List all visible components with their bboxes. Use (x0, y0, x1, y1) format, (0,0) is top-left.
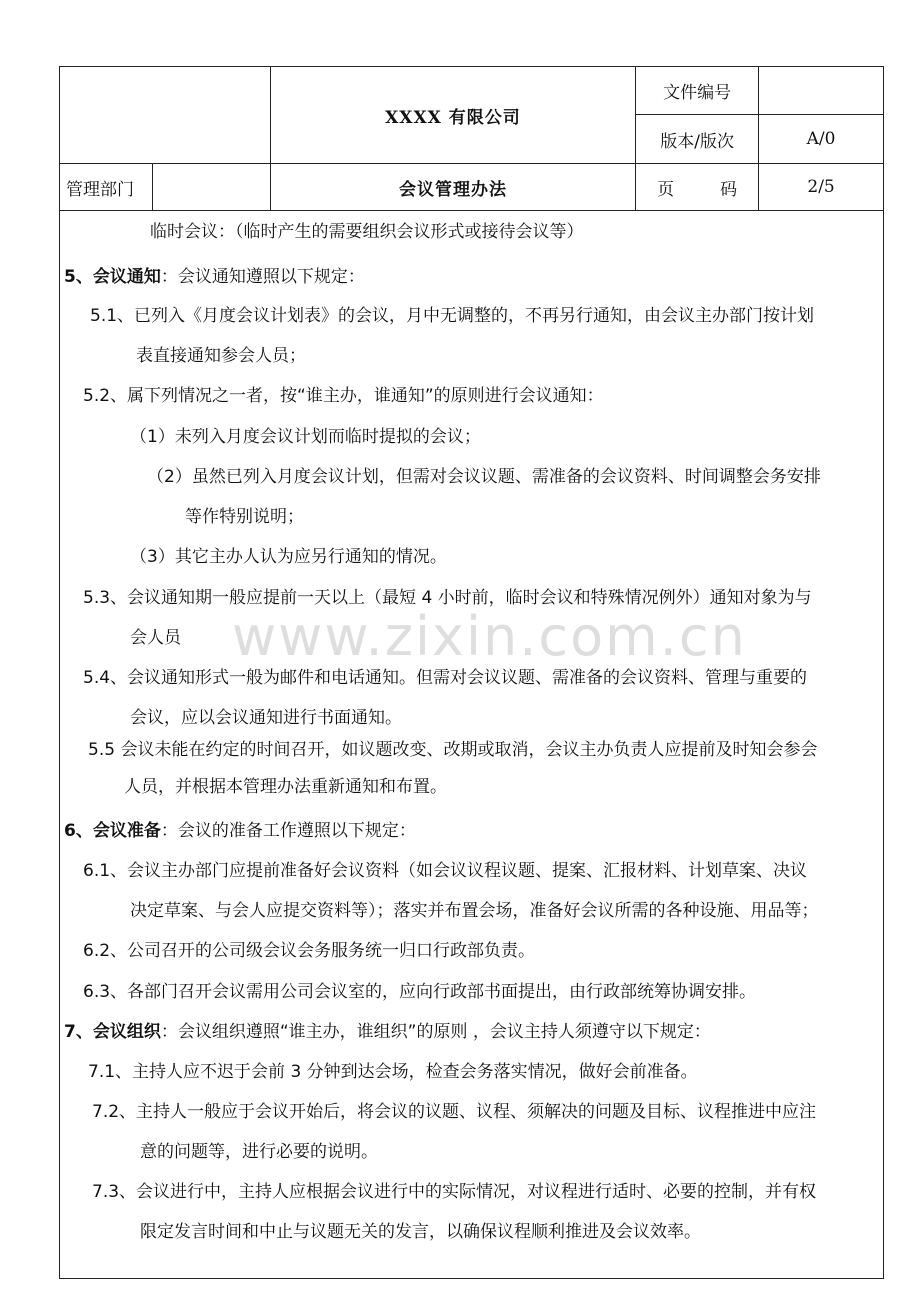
logo-cell (60, 67, 271, 164)
dept-value (152, 164, 270, 211)
item-7-2-line-1: 7.2、主持人一般应于会议开始后，将会议的议题、议程、须解决的问题及目标、议程推进中应注 (92, 1102, 817, 1122)
section-5-heading (64, 266, 365, 288)
doc-no-value (759, 67, 884, 115)
item-5-2-2-line-2: 等作特别说明； (185, 507, 304, 527)
item-6-3: 6.3、各部门召开会议需用公司会议室的，应向行政部书面提出，由行政部统筹协调安排。 (83, 982, 757, 1002)
item-5-3-line-2: 会人员 (130, 628, 181, 648)
item-7-3-line-2: 限定发言时间和中止与议题无关的发言，以确保议程顺利推进及会议效率。 (140, 1222, 701, 1242)
item-5-5-line-1: 5.5 会议未能在约定的时间召开，如议题改变、改期或取消，会议主办负责人应提前及时知会参会 (88, 740, 818, 760)
item-5-1-line-2: 表直接通知参会人员； (136, 346, 306, 366)
section-6-text: ：会议的准备工作遵照以下规定： (160, 821, 416, 841)
item-5-4-line-2: 会议，应以会议通知进行书面通知。 (130, 708, 402, 728)
item-5-2-1: （1）未列入月度会议计划而临时提拟的会议； (130, 427, 481, 447)
version-value: A/0 (759, 115, 884, 164)
item-7-2-line-2: 意的问题等，进行必要的说明。 (140, 1142, 378, 1162)
page-label: 页码 (636, 164, 759, 211)
section-7-heading (64, 1021, 711, 1043)
item-5-2-3: （3）其它主办人认为应另行通知的情况。 (130, 547, 447, 567)
item-6-1-line-2: 决定草案、与会人应提交资料等）；落实并布置会场，准备好会议所需的各种设施、用品等； (130, 901, 819, 921)
item-5-4-line-1: 5.4、会议通知形式一般为邮件和电话通知。但需对会议议题、需准备的会议资料、管理与重要的 (83, 668, 808, 688)
dept-label: 管理部门 (60, 164, 153, 211)
section-5-title: 5、会议通知 (64, 267, 161, 287)
item-6-2: 6.2、公司召开的公司级会议会务服务统一归口行政部负责。 (83, 941, 536, 961)
item-7-1: 7.1、主持人应不迟于会前 3 分钟到达会场，检查会务落实情况，做好会前准备。 (88, 1062, 698, 1082)
page-value: 2/5 (759, 164, 884, 211)
item-5-2: 5.2、属下列情况之一者，按“谁主办，谁通知”的原则进行会议通知： (83, 386, 604, 406)
item-5-5-line-2: 人员，并根据本管理办法重新通知和布置。 (124, 777, 447, 797)
header-table (59, 66, 884, 211)
doc-no-label: 文件编号 (636, 67, 759, 115)
section-7-title: 7、会议组织 (64, 1022, 161, 1042)
company-name: XXXX 有限公司 (270, 67, 636, 164)
doc-title: 会议管理办法 (270, 164, 636, 211)
item-5-3-line-1: 5.3、会议通知期一般应提前一天以上（最短 4 小时前，临时会议和特殊情况例外）通知对象为与 (83, 588, 812, 608)
item-6-1-line-1: 6.1、会议主办部门应提前准备好会议资料（如会议议程议题、提案、汇报材料、计划草案、决议 (83, 861, 808, 881)
watermark: www.zixin.com.cn (232, 605, 747, 668)
item-5-2-2-line-1: （2）虽然已列入月度会议计划，但需对会议议题、需准备的会议资料、时间调整会务安排 (147, 467, 821, 487)
temp-meeting-line: 临时会议：（临时产生的需要组织会议形式或接待会议等） (150, 222, 584, 242)
section-6-title: 6、会议准备 (64, 821, 161, 841)
version-label: 版本/版次 (636, 115, 759, 164)
item-7-3-line-1: 7.3、会议进行中，主持人应根据会议进行中的实际情况，对议程进行适时、必要的控制，并有权 (92, 1182, 817, 1202)
section-5-text: ：会议通知遵照以下规定： (160, 267, 365, 287)
item-5-1-line-1: 5.1、已列入《月度会议计划表》的会议，月中无调整的，不再另行通知，由会议主办部门按计划 (90, 306, 815, 326)
section-6-heading (64, 820, 416, 842)
section-7-text: ：会议组织遵照“谁主办，谁组织”的原则 ，会议主持人须遵守以下规定： (160, 1022, 711, 1042)
